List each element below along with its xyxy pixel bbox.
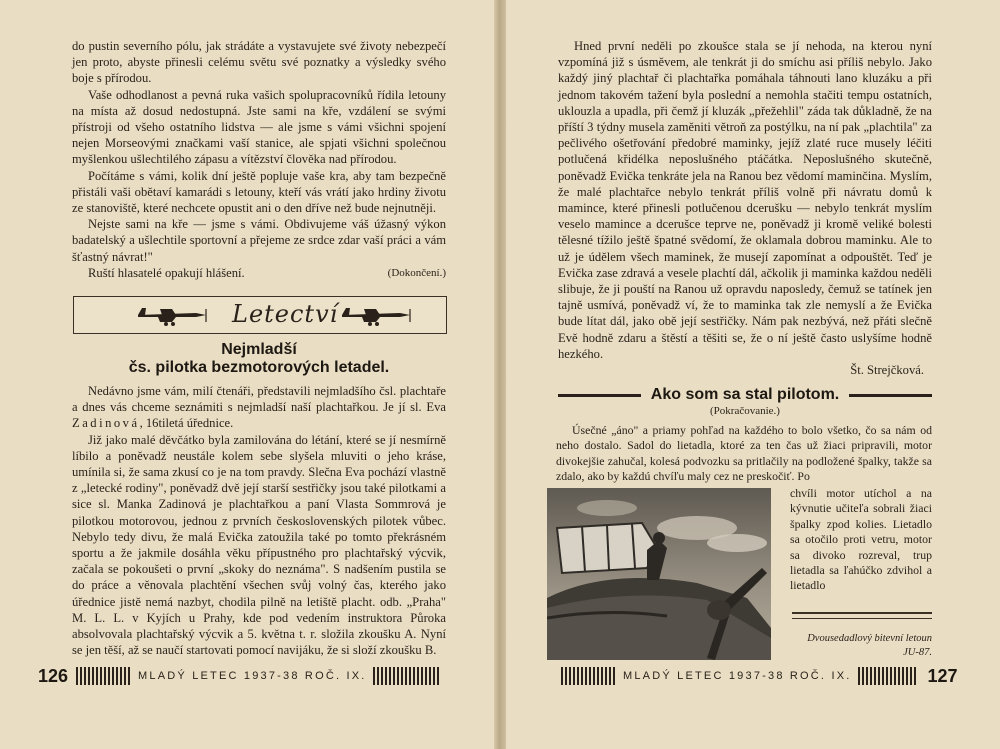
paragraph — [72, 383, 446, 432]
footer-left — [38, 666, 439, 686]
conclusion-note: (Dokončení.) — [387, 266, 446, 279]
photo-caption: Dvousedadlový bitevní letoun JU-87. — [807, 633, 932, 658]
book-gutter — [494, 0, 506, 749]
person-name: Zadinová — [72, 416, 140, 431]
caption-rule — [792, 618, 932, 619]
footer-bar — [561, 667, 918, 685]
page-number: 126 — [38, 665, 69, 686]
title-rule — [558, 394, 641, 397]
article2-title: Ako som sa stal pilotom. — [650, 386, 840, 403]
footer-ticks — [561, 667, 617, 685]
continued-note: (Pokračovanie.) — [710, 405, 780, 417]
footer-ticks — [76, 667, 132, 685]
section-banner — [73, 296, 447, 334]
closing-line — [72, 265, 446, 281]
airplane-icon — [340, 305, 412, 327]
closing-text: Ruští hlasatelé opakují hlášení. — [88, 265, 245, 280]
footer-label: MLADÝ LETEC 1937-38 ROČ. IX. — [138, 670, 367, 682]
page-number: 127 — [927, 665, 958, 686]
right-top-text — [558, 38, 932, 378]
airplane-icon — [547, 488, 771, 660]
paragraph: Úsečné „áno" a priamy pohľad na každého to bolo všetko, čo sa nám od neho dostalo. Sadol do lietadla, ktoré za ten čas už žiaci pripravili, motor divokejšie zahučal, kolesá podvozku sa pritlačily na podložené špalky, takže sa zdalo, ako by každú chvíľu maly cez ne preskočiť. Po — [556, 423, 932, 484]
signature: Št. Strejčková. — [850, 363, 924, 378]
section-banner-title: Letectví — [232, 300, 339, 328]
aircraft-photo — [547, 488, 771, 660]
paragraph: do pustin severního pólu, jak strádáte a vystavujete své životy nebezpečí jen proto, abyste přinesli celému světu své poznatky a výsledky svého boje s přírodou. — [72, 39, 446, 86]
paragraph: Počítáme s vámi, kolik dní ještě popluje vaše kra, aby tam bezpečně přistáli vaši obětaví kamarádi s letouny, kteří vás vrátí jako hrdiny životu ze stanoviště, které nechcete opustit ani o den dříve než bude nejnutněji. — [72, 168, 446, 216]
text-run: , 16tiletá úřednice. — [139, 416, 234, 431]
footer-right — [561, 666, 958, 686]
paragraph: Již jako malé děvčátko byla zamilována do létání, které se jí nesmírně líbilo a poněvadž neustále kolem sebe slyšela mluviti o jeho kráse, umínila si, že sama zkusí co je na tom pravdy. Slečna Eva pochází vlastně z „letecké rodiny", poněvadž dvě její starší sestřičky jsou také pilotkami a sice sl. Manka Zadinová je plachtařkou a paní Vlasta Sommrová je pilotkou motorovou, jednou z prvních československých pilotek vůbec. Nebylo tedy divu, že malá Evička zatoužila také po tomto překrásném sportu a že jakmile dosáhla věku přípustného pro plachtařský výcvik, začala se pokoušeti o první „skoky do neznáma". S nadšením pustila se do práce a věnovala plachtění všechen svůj volný čas, kterého jako úřednice jistě nemá nazbyt, chodila pilně na letiště placht. odb. „Praha" M. L. L. v Kyjích u Prahy, kde pod vedením instruktora Půroka absolvovala plachtařský výcvik a 5. května t. r. složila zkoušku A. Nyní se jen těší, až se naučí startovati pomocí navijáku, že si složí zkoušku B. — [72, 432, 446, 658]
caption-rule — [792, 612, 932, 614]
article2-text-wrap — [790, 486, 932, 594]
left-top-text — [72, 38, 446, 281]
article-title-line1: Nejmladší — [221, 341, 297, 358]
article2-text-top — [556, 423, 932, 485]
left-article-text — [72, 383, 446, 658]
paragraph: chvíli motor utíchol a na kývnutie učiteľa sobrali žiaci špalky zpod kolies. Lietadlo sa otočilo proti vetru, motor sa divoko rozreval, trup lietadla sa ľahúčko zdvihol a lietadlo — [790, 486, 932, 593]
airplane-icon — [136, 305, 208, 327]
article2-title-row — [558, 383, 932, 407]
article-title — [72, 341, 446, 377]
paragraph: Hned první neděli po zkoušce stala se jí nehoda, na kterou nyní vzpomíná již s úsměvem, ale tenkrát ji do smíchu asi příliš nebylo. Jako každý jiný plachtař či plachtařka pomáhala táhnouti lano kluzáku a při jednom takovém tažení byla poslední a nemohla stačiti tempu ostatních, uklouzla a upadla, při čemž jí kluzák „přežehlil" záda tak důkladně, že na příští 3 týdny musela zaměniti větroň za postýlku, na ní pak „plachtila" za pečlivého ošetřování předobré maminky, jejíž zlaté ruce musely léčiti potlučená křidélka neposlušného ptáčátka. Neposlušného skutečně, poněvadž Evička tenkráte jela na Ranou bez vědomí maminčina. Myslím, že malé plachtařce nebylo tenkrát příliš volně při návratu domů k mamince, které přinesli potlučenou dcerušku — nebylo tenkrát myslím veselo mamince a dcerušce teprve ne, poněvadž ji kromě veliké bolesti tělesné tížilo ještě špatné svědomí, že oklamala dobrou maminku. Ale to už je údělem všech maminek, že musejí zapomínat a odpouštět. Teď je Evička zase zdravá a vesele plachtí dál, ačkolik ji maminka každou neděli slibuje, že ji pouští na Ranou už opravdu naposledy, čemuž se tatínek jen tajně usmívá, poněvadž ví, že to maminka tak zle nemyslí a že Evička bude lítat dál, jako obě její sestřičky. Nám pak nezbývá, než přáti slečně Evě hodně zdaru a štěstí a těšiti se, že o ní ještě často uslyšíme hodně hezkého. — [558, 39, 932, 361]
paragraph: Nejste sami na kře — jsme s vámi. Obdivujeme váš úžasný výkon badatelský a ušlechtile sportovní a přejeme ze srdce zdar vaší práci a vám šťastný návrat!" — [72, 217, 446, 264]
text-run: Nedávno jsme vám, milí čtenáři, představili nejmladšího čsl. plachtaře a dnes vás chceme seznámiti s nejmladší naší plachtařkou. Je jí sl. Eva — [72, 384, 446, 415]
footer-ticks — [858, 667, 918, 685]
title-rule — [849, 394, 932, 397]
paragraph: Vaše odhodlanost a pevná ruka vašich spolupracovníků řídila letouny na místa až dosud nedostupná. Jste sami na kře, vzdálení se svými přístroji od všeho ostatního lidstva — ale jsme s vámi všichni spojení nejen Morseovými značkami vaší stanice, ale spjati všichni společnou myšlenkou ušlechtilého zápasu a vítězství člověka nad přírodou. — [72, 87, 446, 167]
footer-ticks — [373, 667, 439, 685]
footer-bar — [76, 667, 439, 685]
footer-label: MLADÝ LETEC 1937-38 ROČ. IX. — [623, 670, 852, 682]
article-title-line2: čs. pilotka bezmotorových letadel. — [128, 359, 390, 376]
